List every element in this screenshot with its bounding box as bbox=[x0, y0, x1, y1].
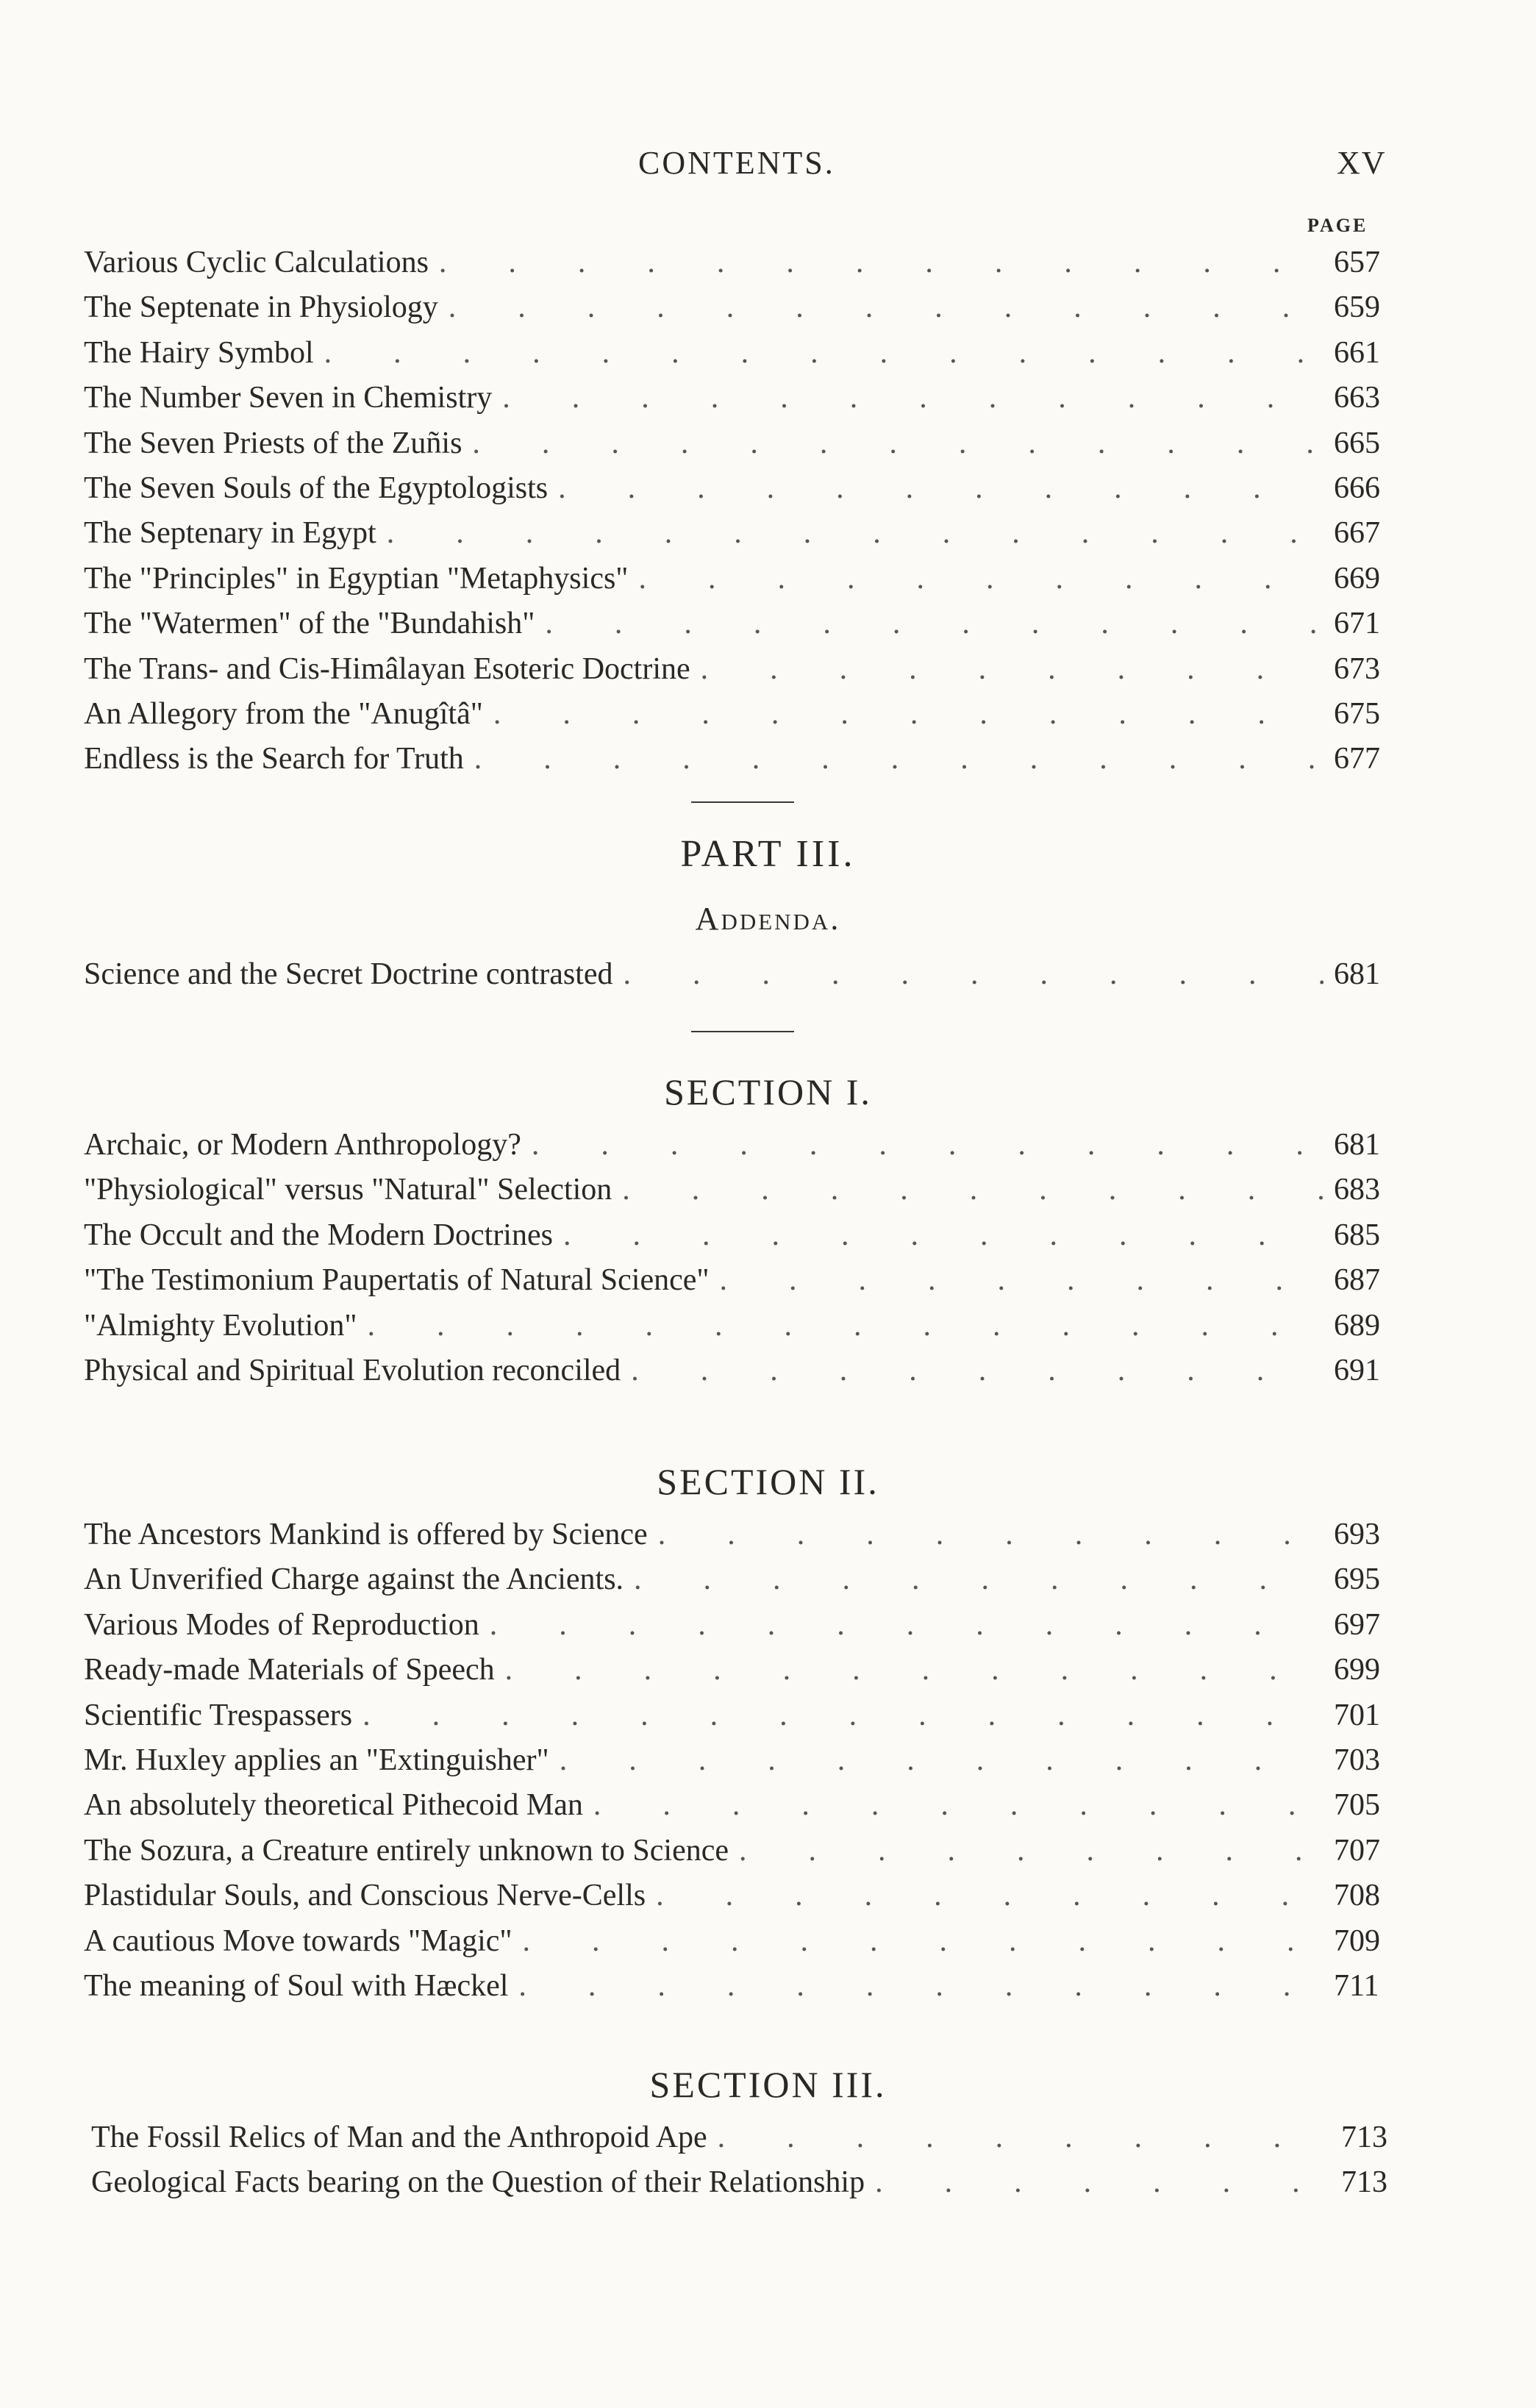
dot-leader bbox=[474, 743, 1324, 774]
toc-list-part bbox=[84, 959, 1393, 1004]
toc-entry-page: 659 bbox=[1334, 290, 1380, 325]
dot-leader bbox=[634, 1564, 1324, 1595]
dot-leader bbox=[658, 1519, 1324, 1550]
toc-entry bbox=[84, 1129, 1393, 1174]
toc-entry-title: The Fossil Relics of Man and the Anthropoid Ape bbox=[91, 2121, 707, 2154]
toc-entry-page: 681 bbox=[1334, 1128, 1380, 1162]
toc-entry-title: Various Modes of Reproduction bbox=[84, 1607, 479, 1642]
divider-rule bbox=[691, 1031, 794, 1032]
toc-entry-page: 683 bbox=[1334, 1173, 1380, 1207]
toc-entry-title: The Occult and the Modern Doctrines bbox=[84, 1218, 553, 1252]
dot-leader bbox=[324, 337, 1324, 368]
toc-entry bbox=[84, 1790, 1393, 1834]
dot-leader bbox=[638, 563, 1324, 594]
toc-entry-title: "The Testimonium Paupertatis of Natural Science" bbox=[84, 1263, 710, 1298]
toc-entry-title: An Unverified Charge against the Ancients. bbox=[84, 1562, 624, 1597]
toc-entry-page: 709 bbox=[1334, 1923, 1380, 1958]
toc-entry bbox=[84, 1519, 1393, 1564]
toc-entry-title: Physical and Spiritual Evolution reconciled bbox=[84, 1353, 621, 1387]
toc-entry bbox=[91, 2122, 1400, 2167]
toc-entry-page: 687 bbox=[1334, 1263, 1380, 1298]
toc-entry bbox=[84, 337, 1393, 382]
toc-entry bbox=[84, 1835, 1393, 1880]
toc-entry bbox=[84, 1174, 1393, 1219]
toc-entry bbox=[84, 608, 1393, 653]
toc-entry bbox=[84, 1220, 1393, 1265]
dot-leader bbox=[367, 1310, 1324, 1341]
toc-entry bbox=[84, 473, 1393, 518]
divider-rule bbox=[691, 801, 794, 803]
section-3-heading: SECTION III. bbox=[649, 2064, 887, 2105]
dot-leader bbox=[472, 428, 1324, 459]
toc-entry bbox=[84, 696, 1393, 743]
toc-entry bbox=[84, 428, 1393, 473]
dot-leader bbox=[523, 1926, 1324, 1957]
toc-entry-page: 677 bbox=[1334, 742, 1380, 776]
addenda-heading: Addenda. bbox=[695, 901, 841, 937]
dot-leader bbox=[631, 1355, 1324, 1386]
toc-entry-page: 673 bbox=[1334, 651, 1380, 686]
running-head bbox=[0, 144, 1536, 181]
toc-entry-title: The "Watermen" of the "Bundahish" bbox=[84, 607, 535, 641]
dot-leader bbox=[593, 1790, 1324, 1821]
dot-leader bbox=[624, 959, 1324, 990]
toc-entry-title: Scientific Trespassers bbox=[84, 1698, 353, 1732]
dot-leader bbox=[560, 1745, 1324, 1776]
toc-entry-title: The Trans- and Cis-Himâlayan Esoteric Doctrine bbox=[84, 651, 690, 686]
toc-entry-page: 681 bbox=[1334, 957, 1380, 991]
toc-entry-title: The Ancestors Mankind is offered by Science bbox=[84, 1518, 648, 1551]
dot-leader bbox=[362, 1700, 1324, 1731]
toc-entry-title: A cautious Move towards "Magic" bbox=[84, 1923, 512, 1958]
running-head-page-number: XV bbox=[1337, 145, 1387, 181]
toc-entry bbox=[84, 1564, 1393, 1609]
toc-entry bbox=[84, 247, 1393, 292]
dot-leader bbox=[490, 1609, 1324, 1640]
toc-entry-page: 711 bbox=[1334, 1968, 1379, 2003]
section-1-heading: SECTION I. bbox=[664, 1071, 872, 1112]
toc-entry-title: Geological Facts bearing on the Question of their Relationship bbox=[91, 2165, 865, 2200]
toc-entry-page: 703 bbox=[1334, 1743, 1380, 1777]
dot-leader bbox=[875, 2167, 1331, 2198]
dot-leader bbox=[449, 292, 1324, 323]
toc-entry-title: Science and the Secret Doctrine contrasted bbox=[84, 957, 613, 991]
toc-entry-page: 661 bbox=[1334, 335, 1380, 370]
toc-entry bbox=[84, 1355, 1393, 1400]
toc-entry-page: 685 bbox=[1334, 1218, 1380, 1252]
dot-leader bbox=[622, 1174, 1324, 1205]
dot-leader bbox=[532, 1129, 1324, 1160]
toc-entry-title: Various Cyclic Calculations bbox=[84, 246, 429, 279]
toc-entry-page: 705 bbox=[1334, 1788, 1380, 1823]
toc-entry-page: 697 bbox=[1334, 1607, 1380, 1642]
toc-entry-title: The Seven Priests of the Zuñis bbox=[84, 426, 462, 460]
toc-entry bbox=[84, 563, 1393, 608]
toc-entry-page: 691 bbox=[1334, 1353, 1380, 1387]
toc-entry-page: 689 bbox=[1334, 1308, 1380, 1343]
toc-entry bbox=[84, 959, 1393, 1004]
toc-entry-page: 693 bbox=[1334, 1518, 1380, 1551]
toc-entry-title: Archaic, or Modern Anthropology? bbox=[84, 1128, 521, 1162]
dot-leader bbox=[518, 1971, 1324, 2001]
toc-entry-page: 701 bbox=[1334, 1698, 1380, 1732]
toc-entry bbox=[84, 292, 1393, 337]
toc-entry-title: The Number Seven in Chemistry bbox=[84, 381, 493, 415]
toc-entry bbox=[84, 382, 1393, 427]
toc-list-section-3 bbox=[91, 2122, 1400, 2212]
page-column-label: PAGE bbox=[1307, 215, 1368, 236]
dot-leader bbox=[718, 2122, 1331, 2153]
dot-leader bbox=[558, 473, 1324, 504]
toc-list-section-2 bbox=[84, 1519, 1393, 2015]
dot-leader bbox=[656, 1880, 1324, 1911]
toc-entry bbox=[84, 1968, 1393, 2015]
dot-leader bbox=[701, 654, 1324, 685]
toc-entry-page: 707 bbox=[1334, 1833, 1380, 1868]
toc-entry bbox=[84, 651, 1393, 699]
toc-entry-title: An absolutely theoretical Pithecoid Man bbox=[84, 1788, 583, 1823]
dot-leader bbox=[720, 1265, 1324, 1296]
toc-entry-title: Ready-made Materials of Speech bbox=[84, 1653, 495, 1687]
toc-list-top bbox=[84, 247, 1393, 789]
toc-entry bbox=[84, 1923, 1393, 1971]
toc-list-section-1 bbox=[84, 1129, 1393, 1400]
toc-entry bbox=[84, 1700, 1393, 1745]
toc-entry-page: 695 bbox=[1334, 1562, 1380, 1597]
toc-entry bbox=[91, 2167, 1400, 2212]
toc-entry bbox=[84, 1654, 1393, 1699]
toc-entry-title: The Seven Souls of the Egyptologists bbox=[84, 471, 549, 505]
toc-entry bbox=[84, 1880, 1393, 1925]
toc-entry-title: "Almighty Evolution" bbox=[84, 1308, 357, 1343]
toc-entry-title: Plastidular Souls, and Conscious Nerve-Cells bbox=[84, 1879, 646, 1913]
toc-entry-title: Endless is the Search for Truth bbox=[84, 742, 464, 776]
toc-entry-page: 675 bbox=[1334, 696, 1380, 731]
toc-entry-title: "Physiological" versus "Natural" Selection bbox=[84, 1173, 612, 1207]
toc-entry-title: An Allegory from the "Anugîtâ" bbox=[84, 696, 483, 731]
toc-entry-page: 663 bbox=[1334, 381, 1380, 415]
dot-leader bbox=[505, 1654, 1324, 1685]
running-head-title: CONTENTS. bbox=[638, 145, 835, 181]
toc-entry-page: 665 bbox=[1334, 426, 1380, 460]
dot-leader bbox=[502, 382, 1324, 413]
section-2-heading: SECTION II. bbox=[657, 1461, 879, 1502]
dot-leader bbox=[439, 247, 1324, 278]
toc-entry-page: 671 bbox=[1334, 607, 1380, 641]
toc-entry-title: Mr. Huxley applies an "Extinguisher" bbox=[84, 1743, 549, 1777]
toc-entry bbox=[84, 1265, 1393, 1310]
toc-entry-title: The Hairy Symbol bbox=[84, 335, 314, 370]
dot-leader bbox=[387, 518, 1324, 549]
toc-entry-title: The Septenary in Egypt bbox=[84, 516, 376, 551]
toc-entry bbox=[84, 518, 1393, 562]
toc-entry-page: 708 bbox=[1334, 1879, 1380, 1913]
toc-entry bbox=[84, 743, 1393, 788]
toc-entry-title: The meaning of Soul with Hæckel bbox=[84, 1968, 509, 2003]
toc-entry-page: 657 bbox=[1334, 246, 1380, 279]
toc-entry-page: 699 bbox=[1334, 1653, 1380, 1687]
toc-entry-title: The Septenate in Physiology bbox=[84, 290, 438, 325]
toc-entry-page: 667 bbox=[1334, 516, 1380, 551]
dot-leader bbox=[545, 608, 1324, 639]
toc-entry bbox=[84, 1609, 1393, 1654]
toc-entry-page: 669 bbox=[1334, 561, 1380, 596]
toc-entry bbox=[84, 1310, 1393, 1355]
toc-entry-page: 666 bbox=[1334, 471, 1380, 505]
dot-leader bbox=[739, 1835, 1324, 1866]
dot-leader bbox=[563, 1220, 1324, 1251]
toc-entry-title: The "Principles" in Egyptian "Metaphysics" bbox=[84, 561, 629, 596]
part-heading: PART III. bbox=[680, 833, 856, 875]
toc-entry bbox=[84, 1745, 1393, 1790]
dot-leader bbox=[493, 699, 1324, 729]
toc-entry-page: 713 bbox=[1341, 2165, 1387, 2200]
toc-entry-title: The Sozura, a Creature entirely unknown to Science bbox=[84, 1833, 729, 1868]
toc-entry-page: 713 bbox=[1341, 2121, 1387, 2154]
